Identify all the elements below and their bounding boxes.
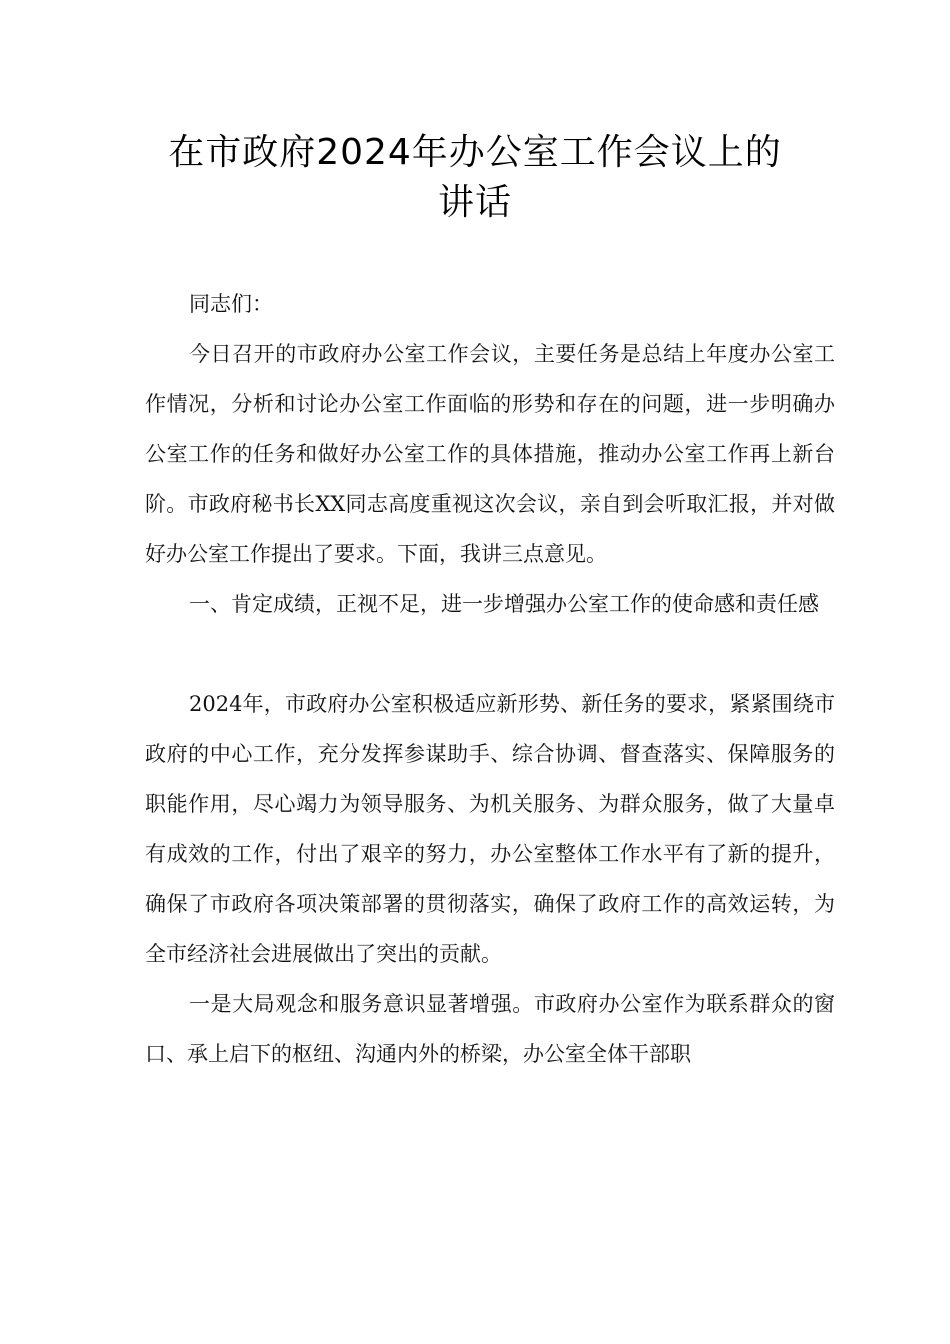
paragraph-achievements: 2024年，市政府办公室积极适应新形势、新任务的要求，紧紧围绕市政府的中心工作，充分发挥参谋助手、综合协调、督查落实、保障服务的职能作用，尽心竭力为领导服务、为机关服务、为群众服务，做了大量卓有成效的工作，付出了艰辛的努力，办公室整体工作水平有了新的提升，确保了市政府各项决策部署的贯彻落实，确保了政府工作的高效运转，为全市经济社会进展做出了突出的贡献。: [145, 692, 835, 966]
document-body: [145, 279, 835, 1079]
paragraph-point-1: 一是大局观念和服务意识显著增强。市政府办公室作为联系群众的窗口、承上启下的枢纽、沟通内外的桥梁，办公室全体干部职: [145, 992, 835, 1066]
document-title: [90, 128, 860, 228]
section-heading-1: 一、肯定成绩，正视不足，进一步增强办公室工作的使命感和责任感: [189, 592, 819, 616]
salutation: 同志们：: [189, 292, 273, 316]
paragraph-intro: 今日召开的市政府办公室工作会议，主要任务是总结上年度办公室工作情况，分析和讨论办公室工作面临的形势和存在的问题，进一步明确办公室工作的任务和做好办公室工作的具体措施，推动办公室工作再上新台阶。市政府秘书长XX同志高度重视这次会议，亲自到会听取汇报，并对做好办公室工作提出了要求。下面，我讲三点意见。: [145, 342, 835, 566]
title-line-1: 在市政府2024年办公室工作会议上的: [168, 132, 782, 173]
title-line-2: 讲话: [437, 182, 512, 223]
